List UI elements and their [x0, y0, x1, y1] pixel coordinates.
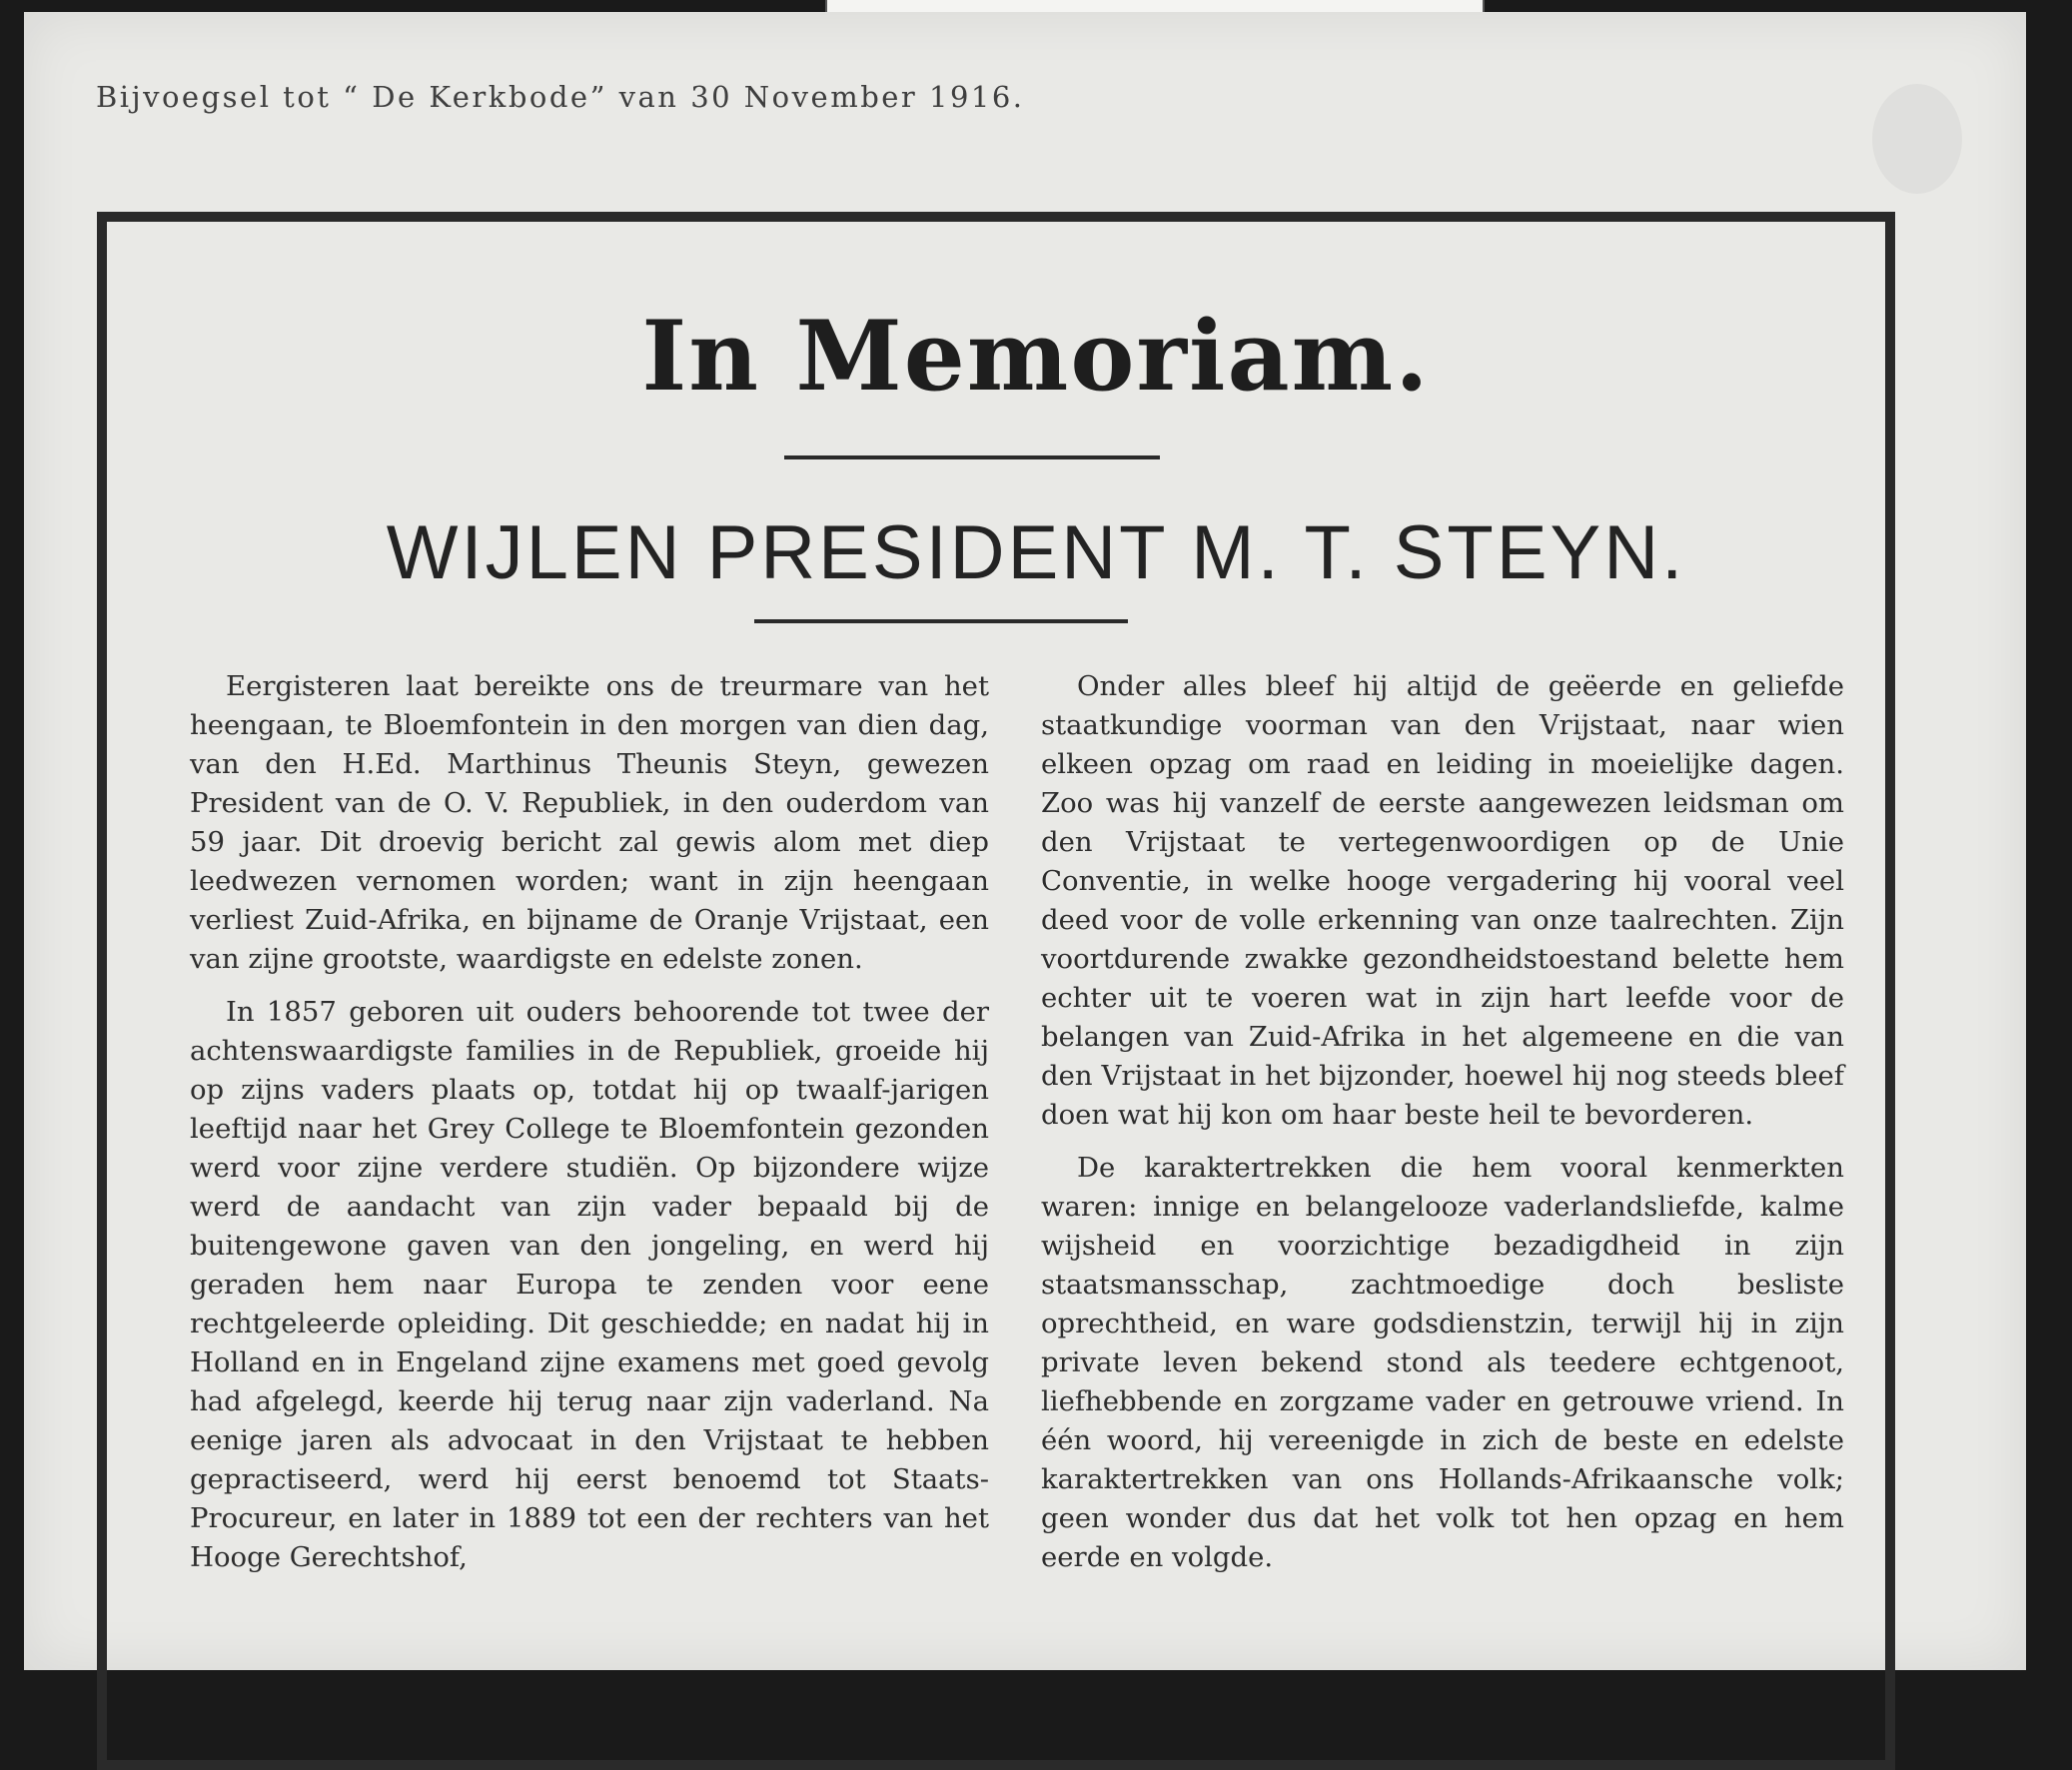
page-title: In Memoriam.	[641, 300, 1431, 413]
paragraph: De karaktertrekken die hem vooral kenmerkten waren: innige en belangelooze vaderlandsliefde, kalme wijsheid en voorzichtige bezadigdheid in zijn staatsmansschap, zachtmoedige doch besliste oprechtheid, en ware godsdienstzin, terwijl hij in zijn private leven bekend stond als teedere echtgenoot, liefhebbende en zorgzame vader en getrouwe vriend. In één woord, hij vereenigde in zich de beste en edelste karaktertrekken van ons Hollands-Afrikaansche volk; geen wonder dus dat het volk tot hen opzag en hem eerde en volgde.	[1041, 1152, 1844, 1573]
paper-smudge	[1872, 84, 1962, 194]
article-column-right	[1041, 667, 1844, 1591]
supplement-header: Bijvoegsel tot “ De Kerkbode” van 30 November 1916.	[96, 80, 1025, 114]
article-subtitle: WIJLEN PRESIDENT M. T. STEYN.	[386, 510, 1686, 595]
title-divider	[784, 455, 1160, 459]
paragraph: In 1857 geboren uit ouders behoorende tot twee der achtenswaardigste families in de Republiek, groeide hij op zijns vaders plaats op, totdat hij op twaalf-jarigen leeftijd naar het Grey College te Bloemfontein gezonden werd voor zijne verdere studiën. Op bijzondere wijze werd de aandacht van zijn vader bepaald bij de buitengewone gaven van den jongeling, en werd hij geraden hem naar Europa te zenden voor eene rechtgeleerde opleiding. Dit geschiedde; en nadat hij in Holland en in Engeland zijne examens met goed gevolg had afgelegd, keerde hij terug naar zijn vaderland. Na eenige jaren als advocaat in den Vrijstaat te hebben gepractiseerd, werd hij eerst benoemd tot Staats-Procureur, en later in 1889 tot een der rechters van het Hooge Gerechtshof,	[190, 996, 989, 1573]
article-column-left	[190, 667, 989, 1591]
paragraph: Onder alles bleef hij altijd de geëerde en geliefde staatkundige voorman van den Vrijstaat, naar wien elkeen opzag om raad en leiding in moeielijke dagen. Zoo was hij vanzelf de eerste aangewezen leidsman om den Vrijstaat te vertegenwoordigen op de Unie Conventie, in welke hooge vergadering hij vooral veel deed voor de volle erkenning van onze taalrechten. Zijn voortdurende zwakke gezondheidstoestand belette hem echter uit te voeren wat in zijn hart leefde voor de belangen van Zuid-Afrika in het algemeene en die van den Vrijstaat in het bijzonder, hoewel hij nog steeds bleef doen wat hij kon om haar beste heil te bevorderen.	[1041, 670, 1844, 1131]
paragraph: Eergisteren laat bereikte ons de treurmare van het heengaan, te Bloemfontein in den morgen van dien dag, van den H.Ed. Marthinus Theunis Steyn, gewezen President van de O. V. Republiek, in den ouderdom van 59 jaar. Dit droevig bericht zal gewis alom met diep leedwezen vernomen worden; want in zijn heengaan verliest Zuid-Afrika, en bijname de Oranje Vrijstaat, een van zijne grootste, waardigste en edelste zonen.	[190, 670, 989, 975]
subtitle-divider	[754, 619, 1128, 623]
